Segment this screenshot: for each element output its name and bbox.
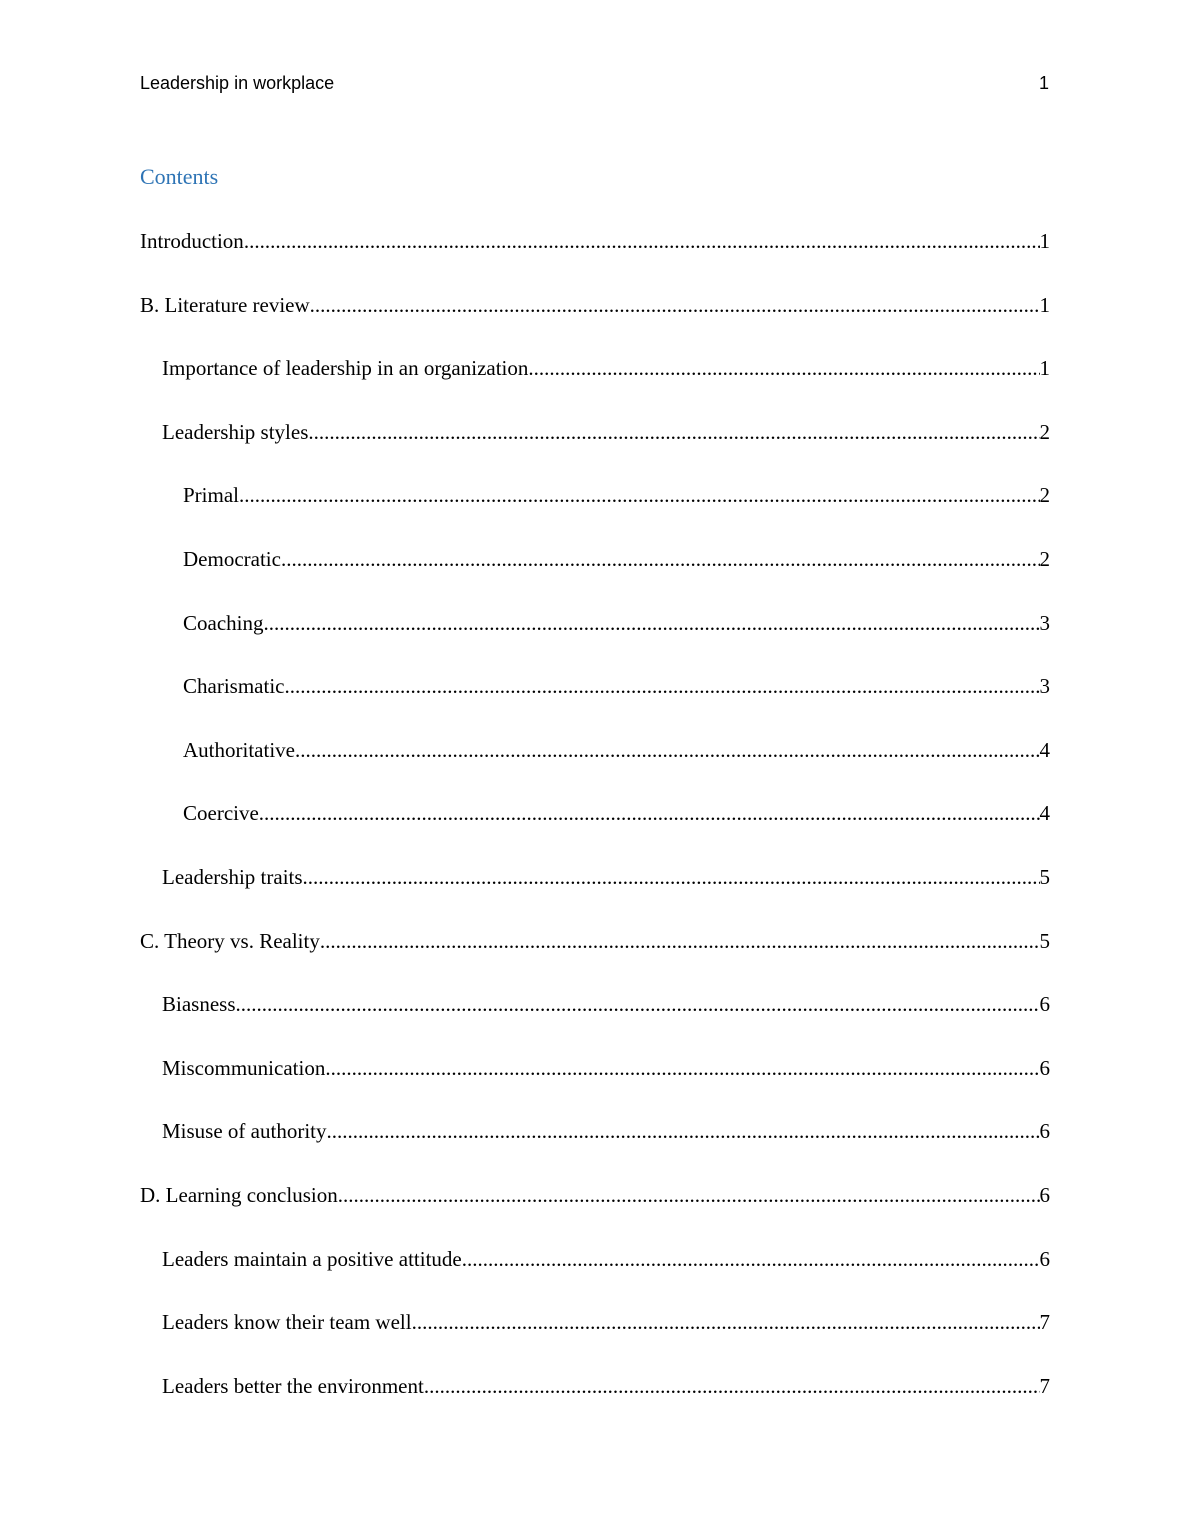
toc-entry-page[interactable]: 6 — [1039, 1055, 1050, 1080]
toc-leader-dots — [263, 607, 1039, 639]
running-head-title: Leadership in workplace — [140, 73, 335, 93]
toc-entry-label[interactable]: Leaders maintain a positive attitude — [162, 1246, 462, 1271]
toc-entry-page[interactable]: 6 — [1039, 1119, 1050, 1144]
toc-entry-label[interactable]: Charismatic — [183, 674, 285, 699]
toc-entry-page[interactable]: 1 — [1039, 229, 1050, 253]
toc-leader-dots — [326, 1115, 1039, 1147]
toc-entry[interactable] — [140, 734, 1050, 798]
toc-entry-label[interactable]: Biasness — [162, 992, 236, 1017]
toc-entry-page[interactable]: 1 — [1039, 356, 1050, 381]
toc-entry-label[interactable]: Democratic — [183, 546, 281, 571]
toc-leader-dots — [320, 925, 1040, 957]
toc-leader-dots — [236, 988, 1040, 1020]
toc-entry-label[interactable]: Introduction — [140, 229, 244, 253]
toc-leader-dots — [325, 1052, 1039, 1084]
toc-leader-dots — [412, 1306, 1040, 1338]
toc-entry[interactable] — [140, 416, 1050, 480]
toc-leader-dots — [239, 479, 1040, 511]
toc-entry-page[interactable]: 2 — [1039, 483, 1050, 508]
toc-leader-dots — [303, 861, 1040, 893]
toc-leader-dots — [308, 416, 1039, 448]
toc-entry-label[interactable]: C. Theory vs. Reality — [140, 928, 320, 953]
toc-entry-label[interactable]: B. Literature review — [140, 292, 310, 317]
toc-entry-page[interactable]: 5 — [1039, 928, 1050, 953]
toc-leader-dots — [259, 797, 1040, 829]
toc-entry-label[interactable]: Coaching — [183, 610, 264, 635]
toc-entry[interactable] — [140, 1243, 1050, 1307]
toc-entry-label[interactable]: D. Learning conclusion — [140, 1182, 338, 1207]
toc-leader-dots — [310, 289, 1040, 321]
toc-entry[interactable] — [140, 1370, 1050, 1434]
table-of-contents — [140, 225, 1050, 1433]
toc-leader-dots — [424, 1370, 1040, 1402]
toc-leader-dots — [295, 734, 1040, 766]
toc-entry[interactable] — [140, 1115, 1050, 1179]
toc-entry-page[interactable]: 4 — [1039, 737, 1050, 762]
toc-leader-dots — [462, 1243, 1040, 1275]
toc-entry[interactable] — [140, 543, 1050, 607]
toc-entry-page[interactable]: 6 — [1039, 1182, 1050, 1207]
toc-entry-label[interactable]: Leaders better the environment — [162, 1373, 424, 1398]
toc-entry-label[interactable]: Leaders know their team well — [162, 1310, 412, 1335]
toc-entry-label[interactable]: Primal — [183, 483, 239, 508]
toc-entry[interactable] — [140, 352, 1050, 416]
toc-entry-page[interactable]: 3 — [1039, 674, 1050, 699]
toc-leader-dots — [528, 352, 1039, 384]
toc-entry-page[interactable]: 2 — [1039, 419, 1050, 444]
toc-leader-dots — [338, 1179, 1040, 1211]
toc-entry-label[interactable]: Miscommunication — [162, 1055, 326, 1080]
toc-entry-page[interactable]: 4 — [1039, 801, 1050, 826]
toc-entry[interactable] — [140, 289, 1050, 353]
toc-entry-page[interactable]: 7 — [1039, 1373, 1050, 1398]
toc-entry-label[interactable]: Leadership styles — [162, 419, 309, 444]
toc-entry[interactable] — [140, 225, 1050, 289]
contents-heading: Contents — [140, 164, 219, 189]
toc-entry-page[interactable]: 3 — [1039, 610, 1050, 635]
toc-entry[interactable] — [140, 607, 1050, 671]
toc-leader-dots — [284, 670, 1039, 702]
toc-entry-page[interactable]: 2 — [1039, 546, 1050, 571]
toc-leader-dots — [281, 543, 1040, 575]
toc-entry[interactable] — [140, 925, 1050, 989]
toc-entry[interactable] — [140, 1052, 1050, 1116]
toc-entry-page[interactable]: 6 — [1039, 992, 1050, 1017]
toc-entry-page[interactable]: 7 — [1039, 1310, 1050, 1335]
toc-entry-label[interactable]: Coercive — [183, 801, 259, 826]
toc-entry[interactable] — [140, 988, 1050, 1052]
toc-entry[interactable] — [140, 1179, 1050, 1243]
toc-entry[interactable] — [140, 797, 1050, 861]
toc-entry[interactable] — [140, 861, 1050, 925]
toc-entry-label[interactable]: Authoritative — [183, 737, 295, 762]
page-number: 1 — [1038, 73, 1049, 93]
toc-entry[interactable] — [140, 479, 1050, 543]
toc-entry-page[interactable]: 5 — [1039, 864, 1050, 889]
toc-entry-label[interactable]: Misuse of authority — [162, 1119, 327, 1144]
page-header — [140, 70, 1050, 96]
toc-entry-label[interactable]: Leadership traits — [162, 864, 303, 889]
toc-entry-page[interactable]: 6 — [1039, 1246, 1050, 1271]
toc-entry[interactable] — [140, 670, 1050, 734]
toc-entry[interactable] — [140, 1306, 1050, 1370]
toc-entry-page[interactable]: 1 — [1039, 292, 1050, 317]
toc-entry-label[interactable]: Importance of leadership in an organization — [162, 356, 529, 381]
toc-leader-dots — [244, 225, 1040, 257]
